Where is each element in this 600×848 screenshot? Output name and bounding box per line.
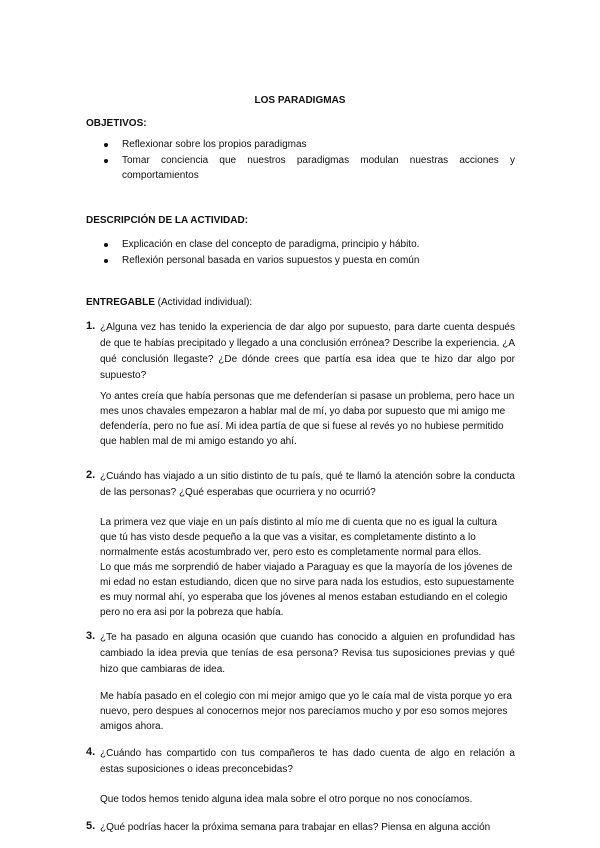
question-number: 1. [86,320,96,332]
bullet-icon [104,259,108,263]
list-item: Explicación en clase del concepto de paradigma, principio y hábito. [100,237,515,252]
answer-paragraph: Lo que más me sorprendió de haber viajado a Paraguay es que la mayoría de los jóvenes de mi edad no estan estudiando, dicen que no sirve para nada los estudios, esto supuestamente es muy normal ahí, yo esperaba que los jóvenes al menos estaban estudiando en el colegio pero no era asi por la pobreza que había. [100,562,515,618]
question-number: 3. [86,630,96,642]
descripcion-heading: DESCRIPCIÓN DE LA ACTIVIDAD: [86,215,249,226]
question-number: 2. [86,469,96,481]
list-item: Tomar conciencia que nuestros paradigmas modulan nuestras acciones y comportamientos [100,153,515,183]
answer-4 [100,792,515,807]
answer-paragraph: Yo antes creía que había personas que me defenderían si pasase un problema, pero hace un mes unos chavales empezaron a hablar mal de mí, yo daba por supuesto que mi amigo me defendería, pero no fue así. Mi idea partía de que si fuese al revés yo no hubiese permitido que hablen mal de mi amigo estando yo ahí. [100,391,515,447]
question-text: ¿Qué podrías hacer la próxima semana para trabajar en ellas? Piensa en alguna acción [100,822,491,833]
question-number: 4. [86,746,96,758]
question-text: ¿Cuándo has viajado a un sitio distinto de tu país, qué te llamó la atención sobre la conducta de las personas? ¿Qué esperabas que ocurriera y no ocurrió? [100,471,515,498]
question-text: ¿Te ha pasado en alguna ocasión que cuando has conocido a alguien en profundidad has cambiado la idea previa que tenías de esa persona? Revisa tus suposiciones previas y qué hizo que cambiaras de idea. [100,632,515,675]
list-item: Reflexionar sobre los propios paradigmas [100,137,515,152]
entregable-heading: ENTREGABLE (Actividad individual): [86,297,253,308]
descripcion-list [100,237,515,269]
question-3 [86,630,515,678]
page-title: LOS PARADIGMAS [254,95,346,106]
bullet-icon [104,243,108,247]
question-4 [86,746,515,778]
question-number: 5. [86,820,96,832]
objetivos-list [100,137,515,184]
list-item: Reflexión personal basada en varios supuestos y puesta en común [100,253,515,268]
answer-3 [100,689,515,734]
answer-1 [100,389,515,449]
question-2 [86,469,515,501]
answer-paragraph: Que todos hemos tenido alguna idea mala sobre el otro porque no nos conocíamos. [100,794,473,805]
answer-paragraph: La primera vez que viaje en un país distinto al mío me di cuenta que no es igual la cultura que tú has visto desde pequeño a la que vas a visitar, es completamente distinto a lo normalmente estás acostumbrado ver, pero esto es completamente normal para ellos. [100,517,497,558]
question-1 [86,320,515,384]
question-text: ¿Alguna vez has tenido la experiencia de dar algo por supuesto, para darte cuenta después de que te habías precipitado y llegado a una conclusión errónea? Describe la experiencia. ¿A qué conclusión llegaste? ¿De dónde crees que partía esa idea que te hizo dar algo por supuesto? [100,322,515,381]
question-5 [86,820,515,836]
question-text: ¿Cuándo has compartido con tus compañeros te has dado cuenta de algo en relación a estas suposiciones o ideas preconcebidas? [100,748,515,775]
bullet-icon [104,159,108,163]
answer-2 [100,515,515,620]
answer-paragraph: Me había pasado en el colegio con mi mejor amigo que yo le caía mal de vista porque yo era nuevo, pero despues al conocernos mejor nos parecíamos mucho y por eso somos mejores amigos ahora. [100,691,512,732]
bullet-icon [104,143,108,147]
objetivos-heading: OBJETIVOS: [86,118,147,129]
